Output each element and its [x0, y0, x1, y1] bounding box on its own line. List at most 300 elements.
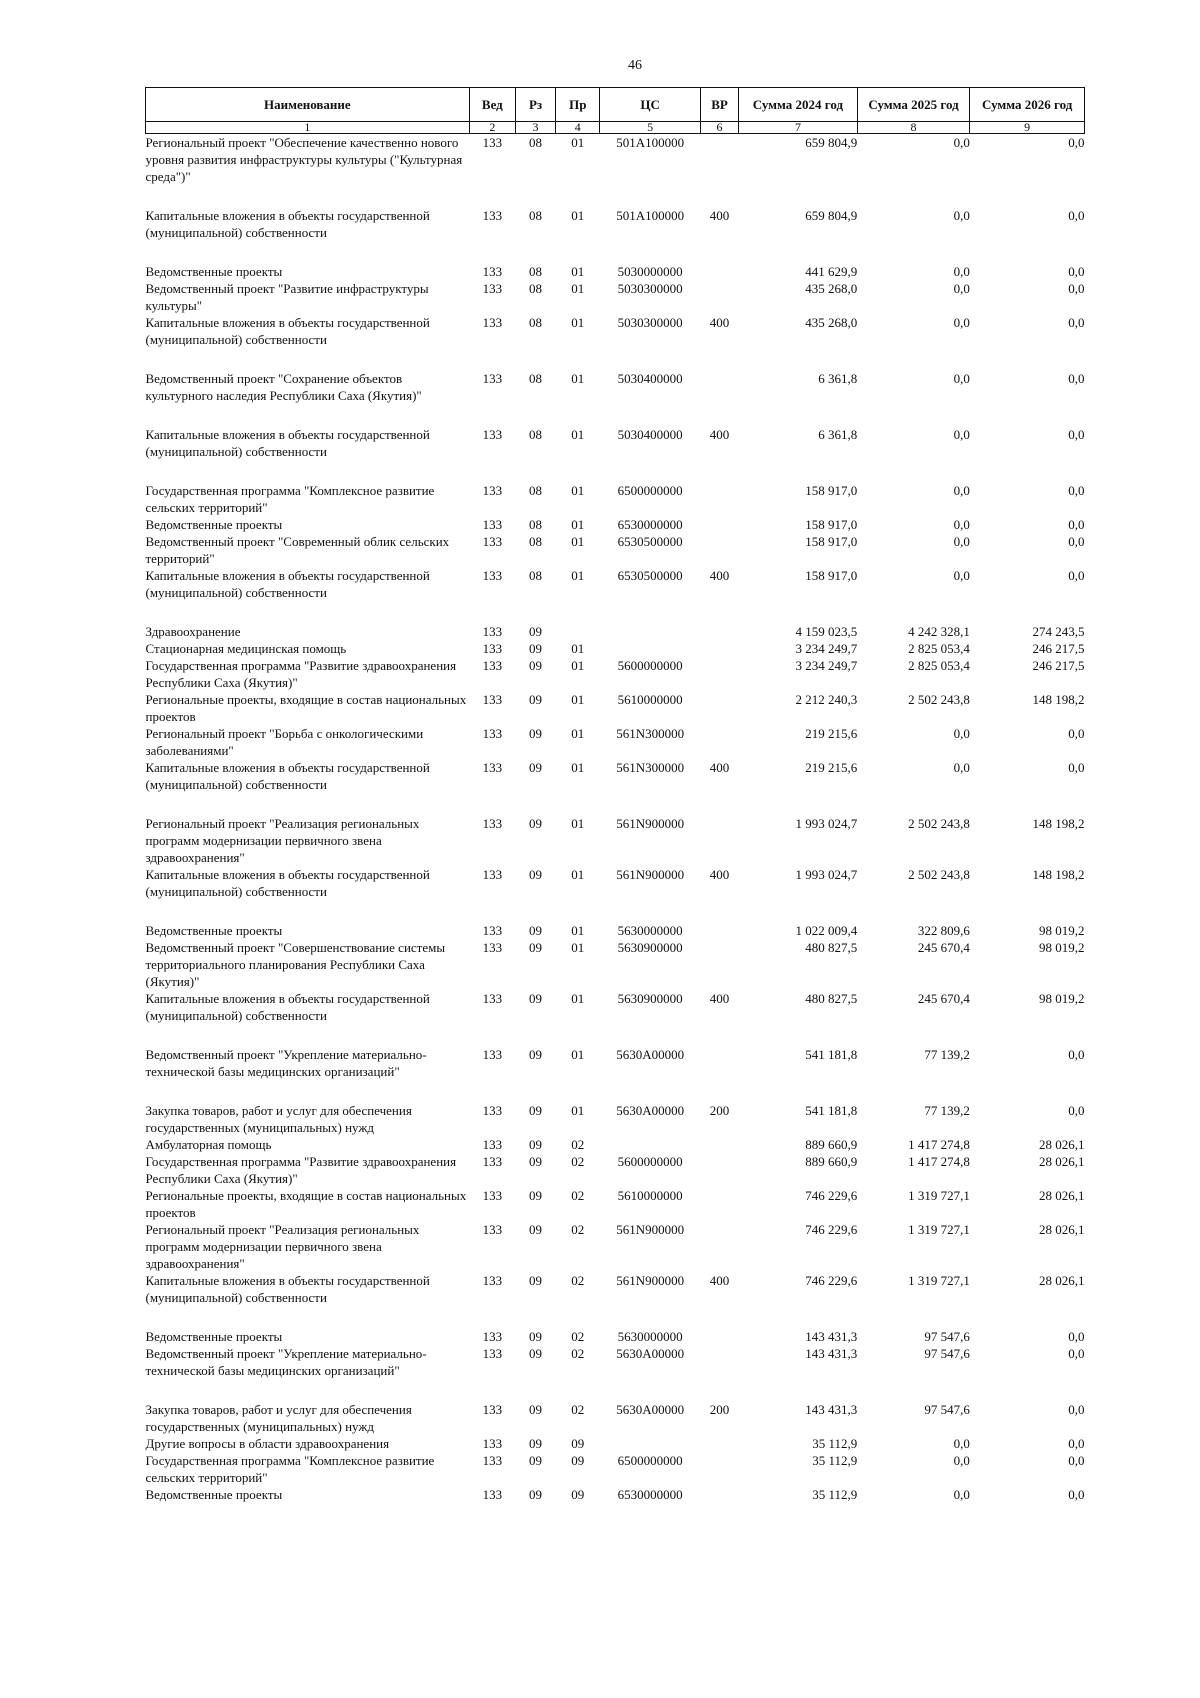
row-cs: 5630900000	[617, 940, 683, 955]
row-ved: 133	[482, 208, 503, 223]
row-ved: 133	[482, 517, 503, 532]
row-ved: 133	[482, 1329, 503, 1344]
row-sum-2024: 35 112,9	[812, 1453, 858, 1468]
row-vr	[700, 1345, 738, 1379]
column-number-row	[146, 122, 1085, 134]
row-rz: 09	[529, 641, 543, 656]
row-pr: 01	[571, 208, 585, 223]
row-sum-2025: 0,0	[953, 534, 970, 549]
column-number: 9	[970, 122, 1085, 134]
row-pr: 01	[571, 483, 585, 498]
row-cs: 561N900000	[616, 867, 685, 882]
row-sum-2024: 541 181,8	[805, 1047, 858, 1062]
row-sum-2026: 0,0	[1068, 1103, 1085, 1118]
row-pr: 09	[571, 1487, 585, 1502]
row-spacer-cell	[146, 1024, 1085, 1046]
row-rz: 08	[529, 371, 543, 386]
row-cs: 6530000000	[617, 1487, 683, 1502]
row-spacer	[146, 793, 1085, 815]
row-sum-2024: 435 268,0	[805, 281, 858, 296]
row-ved: 133	[482, 1154, 503, 1169]
row-rz: 09	[529, 1154, 543, 1169]
row-sum-2026: 0,0	[1068, 315, 1085, 330]
row-cs: 5630A00000	[616, 1103, 685, 1118]
row-name: Ведомственные проекты	[145, 923, 283, 938]
row-ved: 133	[482, 427, 503, 442]
row-sum-2024: 1 993 024,7	[795, 867, 858, 882]
row-rz: 09	[529, 1487, 543, 1502]
column-number: 2	[469, 122, 515, 134]
row-spacer	[146, 900, 1085, 922]
row-ved: 133	[482, 692, 503, 707]
row-sum-2025: 77 139,2	[924, 1103, 970, 1118]
row-pr: 02	[571, 1273, 585, 1288]
row-sum-2026: 148 198,2	[1032, 816, 1085, 831]
table-row	[146, 990, 1085, 1024]
row-pr: 02	[571, 1188, 585, 1203]
row-sum-2026: 28 026,1	[1039, 1154, 1085, 1169]
row-vr	[700, 691, 738, 725]
row-sum-2025: 322 809,6	[917, 923, 970, 938]
row-cs: 561N900000	[616, 816, 685, 831]
table-row	[146, 280, 1085, 314]
row-name: Капитальные вложения в объекты государственной (муниципальной) собственности	[145, 867, 430, 899]
row-sum-2025: 2 825 053,4	[908, 658, 970, 673]
row-sum-2026: 0,0	[1068, 568, 1085, 583]
row-ved: 133	[482, 726, 503, 741]
row-name: Региональные проекты, входящие в состав национальных проектов	[145, 1188, 467, 1220]
row-sum-2025: 0,0	[953, 315, 970, 330]
row-vr	[700, 1452, 738, 1486]
row-sum-2026: 28 026,1	[1039, 1222, 1085, 1237]
header-row	[146, 88, 1085, 122]
row-name: Капитальные вложения в объекты государственной (муниципальной) собственности	[145, 315, 430, 347]
row-vr	[700, 1486, 738, 1503]
row-cs: 5610000000	[617, 1188, 683, 1203]
table-row	[146, 314, 1085, 348]
table-row	[146, 691, 1085, 725]
header-name: Наименование	[146, 88, 470, 122]
row-pr: 01	[571, 517, 585, 532]
row-pr: 01	[571, 315, 585, 330]
column-number: 1	[146, 122, 470, 134]
row-ved: 133	[482, 940, 503, 955]
row-sum-2025: 2 825 053,4	[908, 641, 970, 656]
row-name: Ведомственные проекты	[145, 264, 283, 279]
row-rz: 08	[529, 568, 543, 583]
row-cs: 5630000000	[617, 923, 683, 938]
row-cs: 5030400000	[617, 427, 683, 442]
row-rz: 09	[529, 1188, 543, 1203]
row-sum-2025: 2 502 243,8	[908, 692, 970, 707]
row-sum-2025: 4 242 328,1	[908, 624, 970, 639]
row-ved: 133	[482, 867, 503, 882]
header-sum-2026: Сумма 2026 год	[970, 88, 1085, 122]
row-rz: 09	[529, 624, 543, 639]
row-pr: 09	[571, 1453, 585, 1468]
row-sum-2025: 1 417 274,8	[908, 1154, 970, 1169]
row-sum-2024: 35 112,9	[812, 1436, 858, 1451]
row-vr: 400	[709, 760, 730, 775]
row-name: Ведомственный проект "Сохранение объектов культурного наследия Республики Саха (Якутия)"	[145, 371, 422, 403]
row-rz: 09	[529, 760, 543, 775]
row-sum-2025: 0,0	[953, 208, 970, 223]
row-spacer	[146, 1379, 1085, 1401]
row-ved: 133	[482, 1487, 503, 1502]
table-body	[146, 134, 1085, 1504]
row-sum-2024: 1 022 009,4	[795, 923, 858, 938]
row-cs: 6530000000	[617, 517, 683, 532]
row-spacer-cell	[146, 1379, 1085, 1401]
row-ved: 133	[482, 264, 503, 279]
row-rz: 09	[529, 1047, 543, 1062]
row-spacer	[146, 348, 1085, 370]
row-vr	[700, 640, 738, 657]
column-number: 4	[556, 122, 600, 134]
table-row	[146, 866, 1085, 900]
table-row	[146, 134, 1085, 186]
row-sum-2025: 0,0	[953, 1453, 970, 1468]
row-cs	[600, 640, 701, 657]
row-cs: 5030300000	[617, 315, 683, 330]
row-name: Капитальные вложения в объекты государственной (муниципальной) собственности	[145, 991, 430, 1023]
row-ved: 133	[482, 658, 503, 673]
row-ved: 133	[482, 483, 503, 498]
column-number: 3	[515, 122, 555, 134]
row-cs: 5030300000	[617, 281, 683, 296]
row-rz: 09	[529, 940, 543, 955]
row-cs: 5030000000	[617, 264, 683, 279]
row-rz: 09	[529, 658, 543, 673]
row-vr	[700, 815, 738, 866]
row-sum-2026: 0,0	[1068, 1402, 1085, 1417]
row-sum-2026: 0,0	[1068, 483, 1085, 498]
row-vr	[700, 533, 738, 567]
row-sum-2024: 3 234 249,7	[795, 658, 858, 673]
row-ved: 133	[482, 923, 503, 938]
row-name: Капитальные вложения в объекты государственной (муниципальной) собственности	[145, 427, 430, 459]
row-vr	[700, 725, 738, 759]
row-vr: 400	[709, 568, 730, 583]
row-cs: 561N900000	[616, 1222, 685, 1237]
row-pr: 02	[571, 1402, 585, 1417]
row-sum-2024: 889 660,9	[805, 1137, 858, 1152]
row-spacer-cell	[146, 241, 1085, 263]
row-spacer	[146, 241, 1085, 263]
row-pr: 01	[571, 135, 585, 150]
row-rz: 09	[529, 1402, 543, 1417]
row-sum-2024: 4 159 023,5	[795, 624, 858, 639]
row-sum-2024: 435 268,0	[805, 315, 858, 330]
row-pr: 01	[571, 816, 585, 831]
row-sum-2026: 0,0	[1068, 208, 1085, 223]
row-sum-2025: 0,0	[953, 760, 970, 775]
table-row	[146, 1136, 1085, 1153]
column-number: 6	[700, 122, 738, 134]
row-vr	[700, 939, 738, 990]
row-name: Стационарная медицинская помощь	[145, 641, 347, 656]
row-ved: 133	[482, 991, 503, 1006]
row-spacer	[146, 185, 1085, 207]
row-pr: 01	[571, 641, 585, 656]
row-sum-2026: 0,0	[1068, 281, 1085, 296]
row-sum-2026: 98 019,2	[1039, 923, 1085, 938]
row-sum-2026: 0,0	[1068, 1453, 1085, 1468]
table-row	[146, 725, 1085, 759]
row-ved: 133	[482, 816, 503, 831]
row-sum-2025: 97 547,6	[924, 1346, 970, 1361]
row-vr: 400	[709, 315, 730, 330]
row-sum-2024: 35 112,9	[812, 1487, 858, 1502]
table-row	[146, 482, 1085, 516]
row-rz: 09	[529, 816, 543, 831]
table-row	[146, 1102, 1085, 1136]
row-ved: 133	[482, 135, 503, 150]
row-name: Ведомственный проект "Развитие инфраструктуры культуры"	[145, 281, 429, 313]
row-spacer-cell	[146, 185, 1085, 207]
row-name: Ведомственный проект "Современный облик сельских территорий"	[145, 534, 450, 566]
row-cs: 561N300000	[616, 760, 685, 775]
table-row	[146, 759, 1085, 793]
row-rz: 09	[529, 1346, 543, 1361]
row-spacer-cell	[146, 404, 1085, 426]
row-sum-2025: 97 547,6	[924, 1402, 970, 1417]
row-ved: 133	[482, 1047, 503, 1062]
row-ved: 133	[482, 315, 503, 330]
header-sum-2025: Сумма 2025 год	[857, 88, 970, 122]
row-rz: 08	[529, 315, 543, 330]
row-cs: 5630A00000	[616, 1346, 685, 1361]
row-spacer	[146, 1306, 1085, 1328]
row-sum-2026: 0,0	[1068, 760, 1085, 775]
row-cs: 5600000000	[617, 1154, 683, 1169]
table-row	[146, 263, 1085, 280]
row-sum-2026: 0,0	[1068, 726, 1085, 741]
row-rz: 09	[529, 867, 543, 882]
row-sum-2026: 0,0	[1068, 1436, 1085, 1451]
row-sum-2024: 6 361,8	[818, 371, 858, 386]
row-rz: 08	[529, 208, 543, 223]
row-name: Государственная программа "Развитие здравоохранения Республики Саха (Якутия)"	[145, 1154, 457, 1186]
row-name: Ведомственные проекты	[145, 1329, 283, 1344]
row-pr: 01	[571, 726, 585, 741]
row-ved: 133	[482, 624, 503, 639]
row-rz: 08	[529, 483, 543, 498]
row-sum-2025: 0,0	[953, 483, 970, 498]
row-spacer-cell	[146, 1306, 1085, 1328]
row-ved: 133	[482, 1346, 503, 1361]
row-name: Государственная программа "Комплексное развитие сельских территорий"	[145, 483, 435, 515]
row-sum-2024: 143 431,3	[805, 1329, 858, 1344]
row-sum-2025: 0,0	[953, 264, 970, 279]
row-rz: 08	[529, 281, 543, 296]
row-name: Региональные проекты, входящие в состав национальных проектов	[145, 692, 467, 724]
row-cs: 6500000000	[617, 483, 683, 498]
row-ved: 133	[482, 371, 503, 386]
row-vr: 400	[709, 208, 730, 223]
row-name: Здравоохранение	[145, 624, 241, 639]
table-row	[146, 1486, 1085, 1503]
row-cs: 5630000000	[617, 1329, 683, 1344]
row-sum-2024: 659 804,9	[805, 135, 858, 150]
row-rz: 09	[529, 726, 543, 741]
row-pr: 01	[571, 658, 585, 673]
row-sum-2024: 746 229,6	[805, 1188, 858, 1203]
row-name: Государственная программа "Комплексное развитие сельских территорий"	[145, 1453, 435, 1485]
row-vr	[700, 1435, 738, 1452]
row-pr: 01	[571, 867, 585, 882]
row-name: Капитальные вложения в объекты государственной (муниципальной) собственности	[145, 568, 430, 600]
header-ved: Вед	[469, 88, 515, 122]
row-sum-2025: 2 502 243,8	[908, 867, 970, 882]
row-sum-2025: 0,0	[953, 1436, 970, 1451]
row-vr	[700, 1136, 738, 1153]
table-row	[146, 623, 1085, 640]
table-row	[146, 1401, 1085, 1435]
row-rz: 09	[529, 1103, 543, 1118]
header-pr: Пр	[556, 88, 600, 122]
row-spacer	[146, 460, 1085, 482]
table-row	[146, 207, 1085, 241]
row-vr	[700, 280, 738, 314]
row-sum-2026: 0,0	[1068, 534, 1085, 549]
row-name: Ведомственные проекты	[145, 1487, 283, 1502]
table-row	[146, 640, 1085, 657]
row-ved: 133	[482, 1188, 503, 1203]
header-rz: Рз	[515, 88, 555, 122]
table-row	[146, 815, 1085, 866]
row-sum-2024: 158 917,0	[805, 483, 858, 498]
row-cs: 5630A00000	[616, 1047, 685, 1062]
row-vr	[700, 1153, 738, 1187]
row-sum-2025: 0,0	[953, 517, 970, 532]
row-sum-2026: 0,0	[1068, 264, 1085, 279]
row-sum-2024: 158 917,0	[805, 517, 858, 532]
row-rz: 09	[529, 991, 543, 1006]
row-name: Региональный проект "Реализация региональных программ модернизации первичного звена здравоохранения"	[145, 1222, 420, 1271]
row-sum-2026: 0,0	[1068, 1047, 1085, 1062]
row-name: Капитальные вложения в объекты государственной (муниципальной) собственности	[145, 760, 430, 792]
row-name: Ведомственные проекты	[145, 517, 283, 532]
row-sum-2024: 659 804,9	[805, 208, 858, 223]
row-sum-2024: 480 827,5	[805, 940, 858, 955]
row-pr: 01	[571, 760, 585, 775]
row-vr: 400	[709, 427, 730, 442]
table-row	[146, 533, 1085, 567]
row-cs: 6530500000	[617, 568, 683, 583]
row-pr: 01	[571, 427, 585, 442]
row-sum-2025: 97 547,6	[924, 1329, 970, 1344]
row-sum-2025: 1 319 727,1	[908, 1273, 970, 1288]
row-sum-2025: 77 139,2	[924, 1047, 970, 1062]
row-vr	[700, 1187, 738, 1221]
row-pr: 01	[571, 534, 585, 549]
header-cs: ЦС	[600, 88, 701, 122]
row-name: Закупка товаров, работ и услуг для обеспечения государственных (муниципальных) нужд	[145, 1402, 412, 1434]
row-vr: 400	[709, 991, 730, 1006]
row-sum-2026: 98 019,2	[1039, 940, 1085, 955]
row-cs: 501A100000	[616, 135, 685, 150]
row-rz: 08	[529, 264, 543, 279]
row-pr: 01	[571, 371, 585, 386]
row-sum-2024: 480 827,5	[805, 991, 858, 1006]
row-name: Капитальные вложения в объекты государственной (муниципальной) собственности	[145, 208, 430, 240]
table-row	[146, 1435, 1085, 1452]
table-row	[146, 1272, 1085, 1306]
row-ved: 133	[482, 568, 503, 583]
row-spacer-cell	[146, 348, 1085, 370]
row-sum-2025: 0,0	[953, 281, 970, 296]
header-sum-2024: Сумма 2024 год	[739, 88, 858, 122]
row-sum-2024: 441 629,9	[805, 264, 858, 279]
row-sum-2026: 28 026,1	[1039, 1273, 1085, 1288]
row-ved: 133	[482, 534, 503, 549]
row-name: Другие вопросы в области здравоохранения	[145, 1436, 390, 1451]
row-ved: 133	[482, 1402, 503, 1417]
row-spacer-cell	[146, 460, 1085, 482]
row-ved: 133	[482, 760, 503, 775]
row-ved: 133	[482, 1103, 503, 1118]
row-cs: 6500000000	[617, 1453, 683, 1468]
row-cs: 5630900000	[617, 991, 683, 1006]
row-rz: 09	[529, 1222, 543, 1237]
row-spacer	[146, 601, 1085, 623]
row-ved: 133	[482, 1436, 503, 1451]
row-sum-2025: 245 670,4	[917, 940, 970, 955]
row-cs: 5610000000	[617, 692, 683, 707]
table-row	[146, 370, 1085, 404]
header-vr: ВР	[700, 88, 738, 122]
row-pr: 01	[571, 692, 585, 707]
row-name: Государственная программа "Развитие здравоохранения Республики Саха (Якутия)"	[145, 658, 457, 690]
row-sum-2025: 245 670,4	[917, 991, 970, 1006]
row-sum-2024: 889 660,9	[805, 1154, 858, 1169]
row-sum-2024: 6 361,8	[818, 427, 858, 442]
row-name: Региональный проект "Обеспечение качественно нового уровня развития инфраструктуры культуры ("Культурная среда")"	[145, 135, 463, 184]
row-cs	[600, 1435, 701, 1452]
row-pr: 01	[571, 568, 585, 583]
row-sum-2026: 98 019,2	[1039, 991, 1085, 1006]
row-pr: 02	[571, 1329, 585, 1344]
row-sum-2025: 0,0	[953, 1487, 970, 1502]
row-pr: 01	[571, 1047, 585, 1062]
row-rz: 09	[529, 1137, 543, 1152]
row-sum-2026: 0,0	[1068, 371, 1085, 386]
row-spacer-cell	[146, 900, 1085, 922]
row-sum-2024: 3 234 249,7	[795, 641, 858, 656]
row-sum-2024: 1 993 024,7	[795, 816, 858, 831]
row-name: Ведомственный проект "Совершенствование системы территориального планирования Республики Саха (Якутия)"	[145, 940, 446, 989]
row-pr	[556, 623, 600, 640]
row-cs: 561N900000	[616, 1273, 685, 1288]
row-vr	[700, 263, 738, 280]
row-cs: 6530500000	[617, 534, 683, 549]
row-vr: 200	[709, 1402, 730, 1417]
row-vr	[700, 370, 738, 404]
row-name: Региональный проект "Борьба с онкологическими заболеваниями"	[145, 726, 424, 758]
row-sum-2026: 28 026,1	[1039, 1137, 1085, 1152]
row-vr	[700, 1328, 738, 1345]
table-row	[146, 922, 1085, 939]
page-number: 46	[628, 58, 642, 73]
row-sum-2026: 0,0	[1068, 1487, 1085, 1502]
row-ved: 133	[482, 641, 503, 656]
table-row	[146, 1187, 1085, 1221]
row-cs: 5600000000	[617, 658, 683, 673]
row-rz: 09	[529, 1273, 543, 1288]
row-sum-2024: 746 229,6	[805, 1222, 858, 1237]
row-vr	[700, 657, 738, 691]
